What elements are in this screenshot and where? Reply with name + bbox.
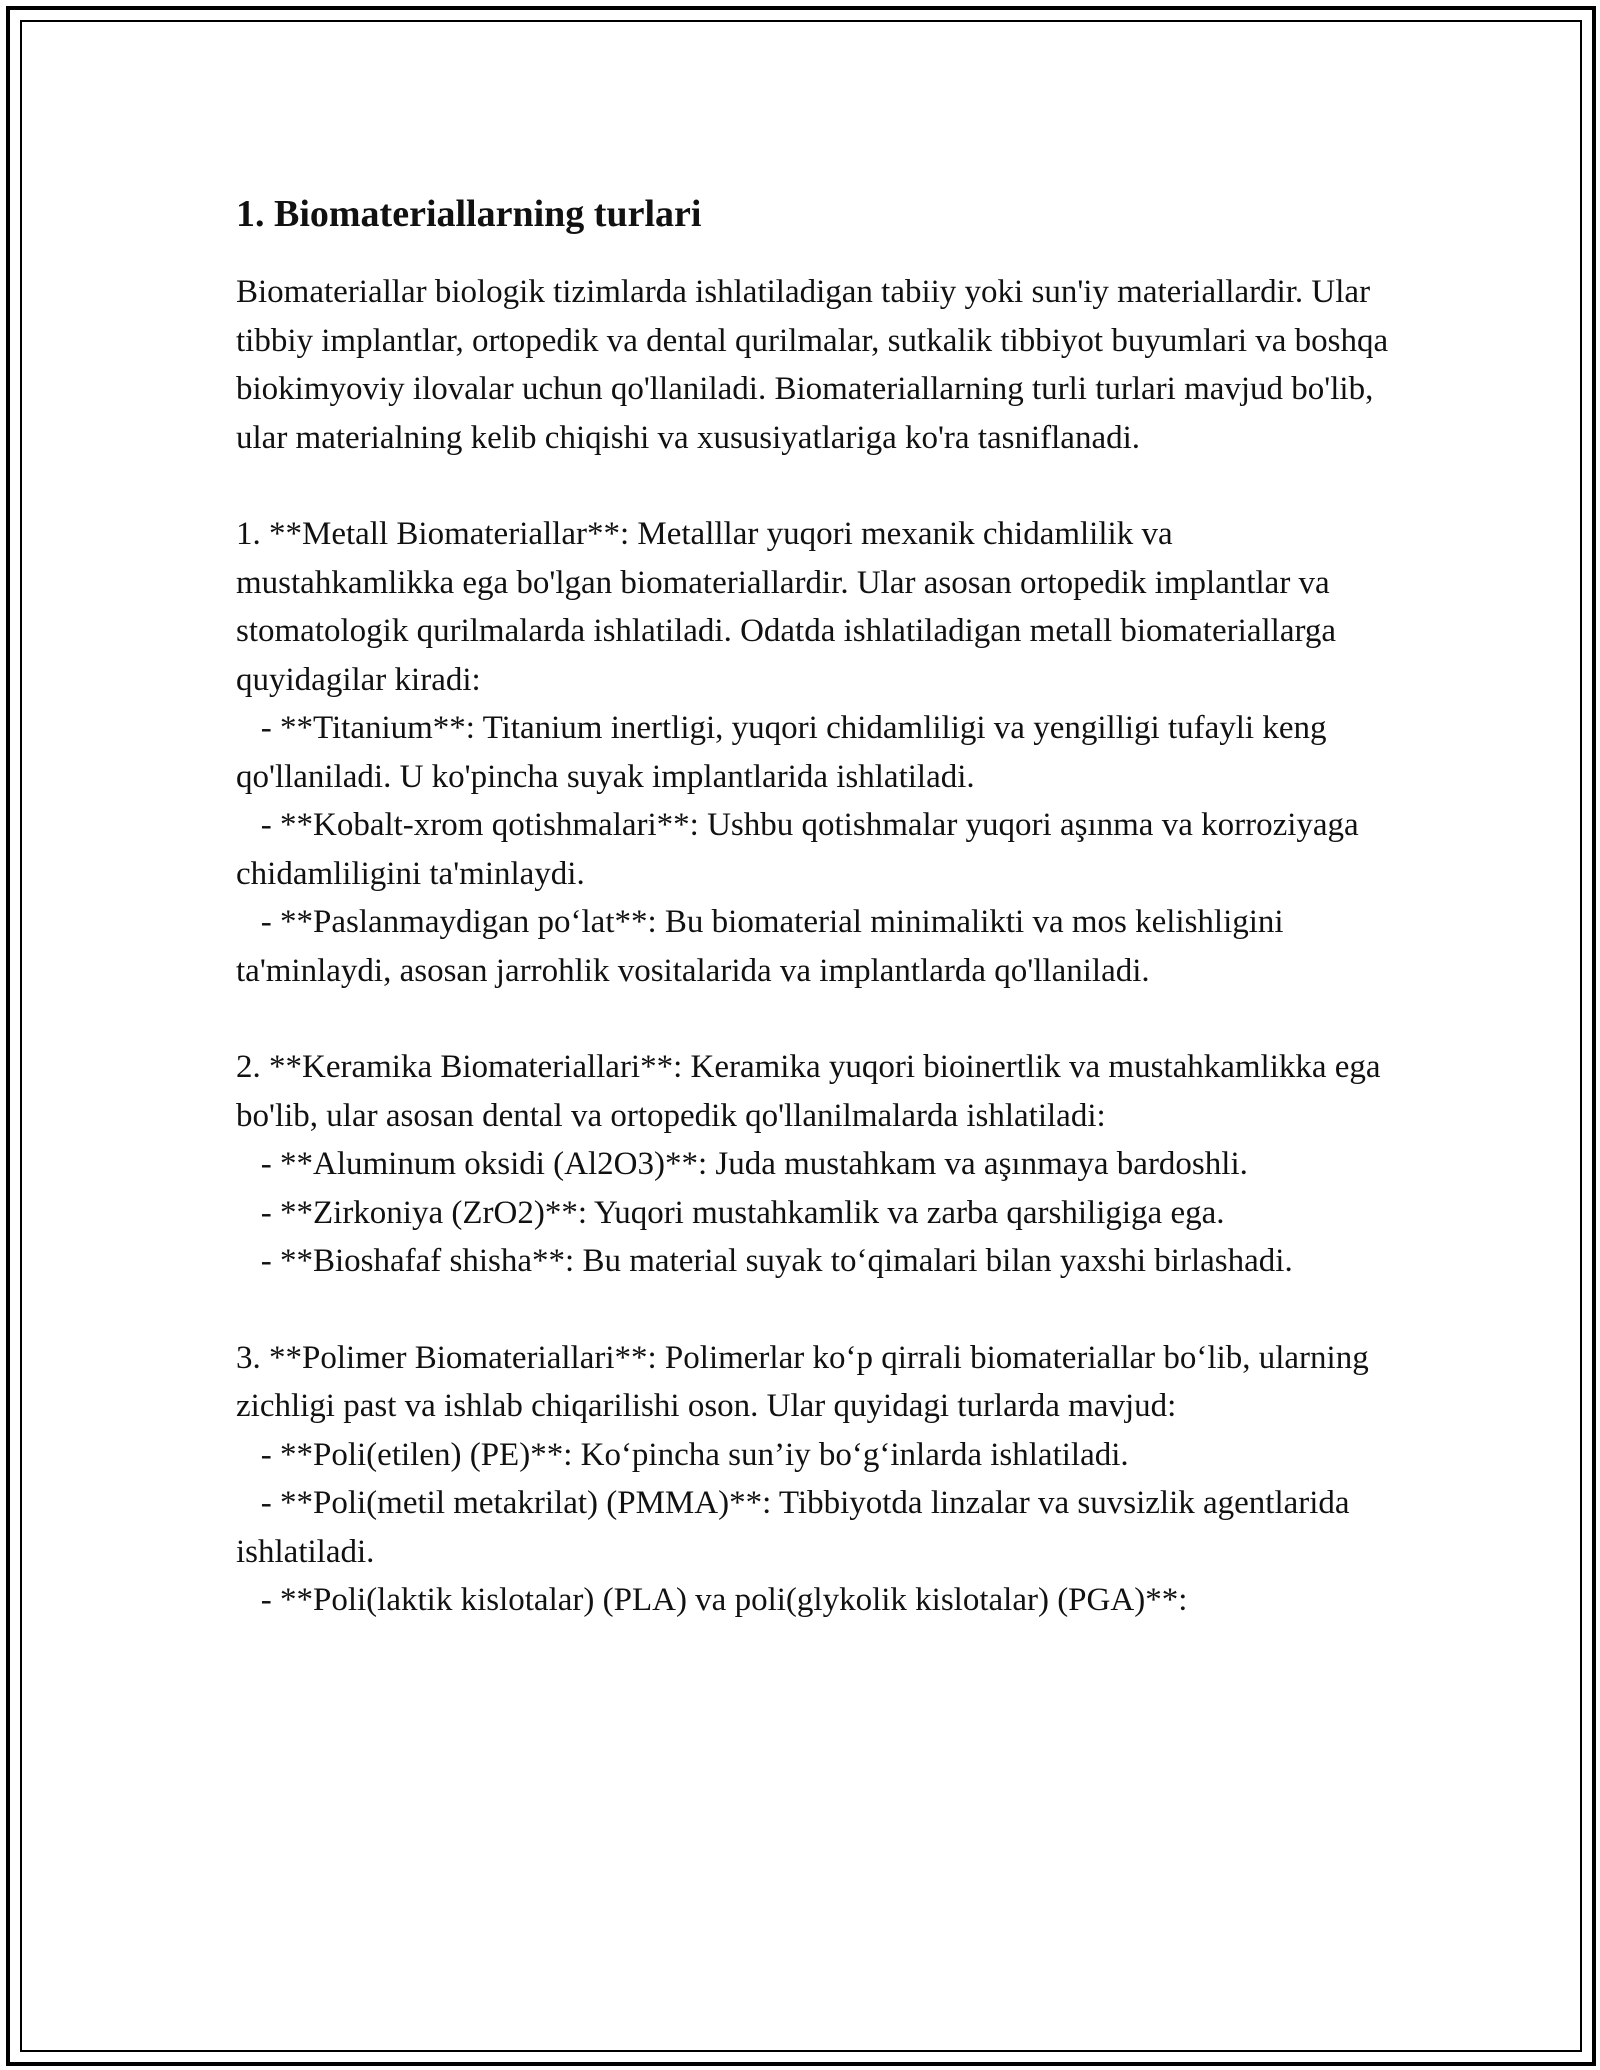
list-item: - **Aluminum oksidi (Al2O3)**: Juda mustahkam va aşınmaya bardoshli.	[260, 1146, 1248, 1182]
section-heading: 1. **Metall Biomateriallar**: Metalllar yuqori mexanik chidamlilik va mustahkamlikka ega bo'lgan biomateriallardir. Ular asosan ortopedik implantlar va stomatologik qurilmalarda ishlatiladi. Odatda ishlatiladigan metall biomateriallarga quyidagilar kiradi:	[236, 516, 1337, 698]
section-polymer	[236, 1334, 1396, 1625]
document-title: 1. Biomateriallarning turlari	[236, 193, 702, 235]
list-item: - **Paslanmaydigan po‘lat**: Bu biomaterial minimalikti va mos kelishligini ta'minlaydi, asosan jarrohlik vositalarida va implantlarda qo'llaniladi.	[236, 904, 1284, 989]
list-item: - **Kobalt-xrom qotishmalari**: Ushbu qotishmalar yuqori aşınma va korroziyaga chidamliligini ta'minlaydi.	[236, 807, 1359, 892]
list-item: - **Titanium**: Titanium inertligi, yuqori chidamliligi va yengilligi tufayli keng qo'llaniladi. U ko'pincha suyak implantlarida ishlatiladi.	[236, 710, 1327, 795]
list-item: - **Poli(etilen) (PE)**: Ko‘pincha sun’iy bo‘g‘inlarda ishlatiladi.	[260, 1436, 1129, 1473]
section-heading: 2. **Keramika Biomateriallari**: Keramika yuqori bioinertlik va mustahkamlikka ega bo'lib, ular asosan dental va ortopedik qo'llanilmalarda ishlatiladi:	[236, 1049, 1381, 1134]
list-item: - **Bioshafaf shisha**: Bu material suyak to‘qimalari bilan yaxshi birlashadi.	[260, 1243, 1293, 1279]
list-item: - **Poli(laktik kislotalar) (PLA) va poli(glykolik kislotalar) (PGA)**:	[260, 1582, 1188, 1618]
intro-paragraph: Biomateriallar biologik tizimlarda ishlatiladigan tabiiy yoki sun'iy materiallardir. Ular tibbiy implantlar, ortopedik va dental qurilmalar, sutkalik tibbiyot buyumlari va boshqa biokimyoviy ilovalar uchun qo'llaniladi. Biomateriallarning turli turlari mavjud bo'lib, ular materialning kelib chiqishi va xususiyatlariga ko'ra tasniflanadi.	[236, 274, 1389, 456]
list-item: - **Zirkoniya (ZrO2)**: Yuqori mustahkamlik va zarba qarshiligiga ega.	[260, 1194, 1225, 1231]
section-heading: 3. **Polimer Biomateriallari**: Polimerlar ko‘p qirrali biomateriallar bo‘lib, ularning zichligi past va ishlab chiqarilishi oson. Ular quyidagi turlarda mavjud:	[236, 1339, 1369, 1424]
section-metal	[236, 510, 1396, 995]
section-ceramic	[236, 1043, 1396, 1286]
list-item: - **Poli(metil metakrilat) (PMMA)**: Tibbiyotda linzalar va suvsizlik agentlarida ishlatiladi.	[236, 1485, 1350, 1570]
document-body	[236, 186, 1396, 1673]
